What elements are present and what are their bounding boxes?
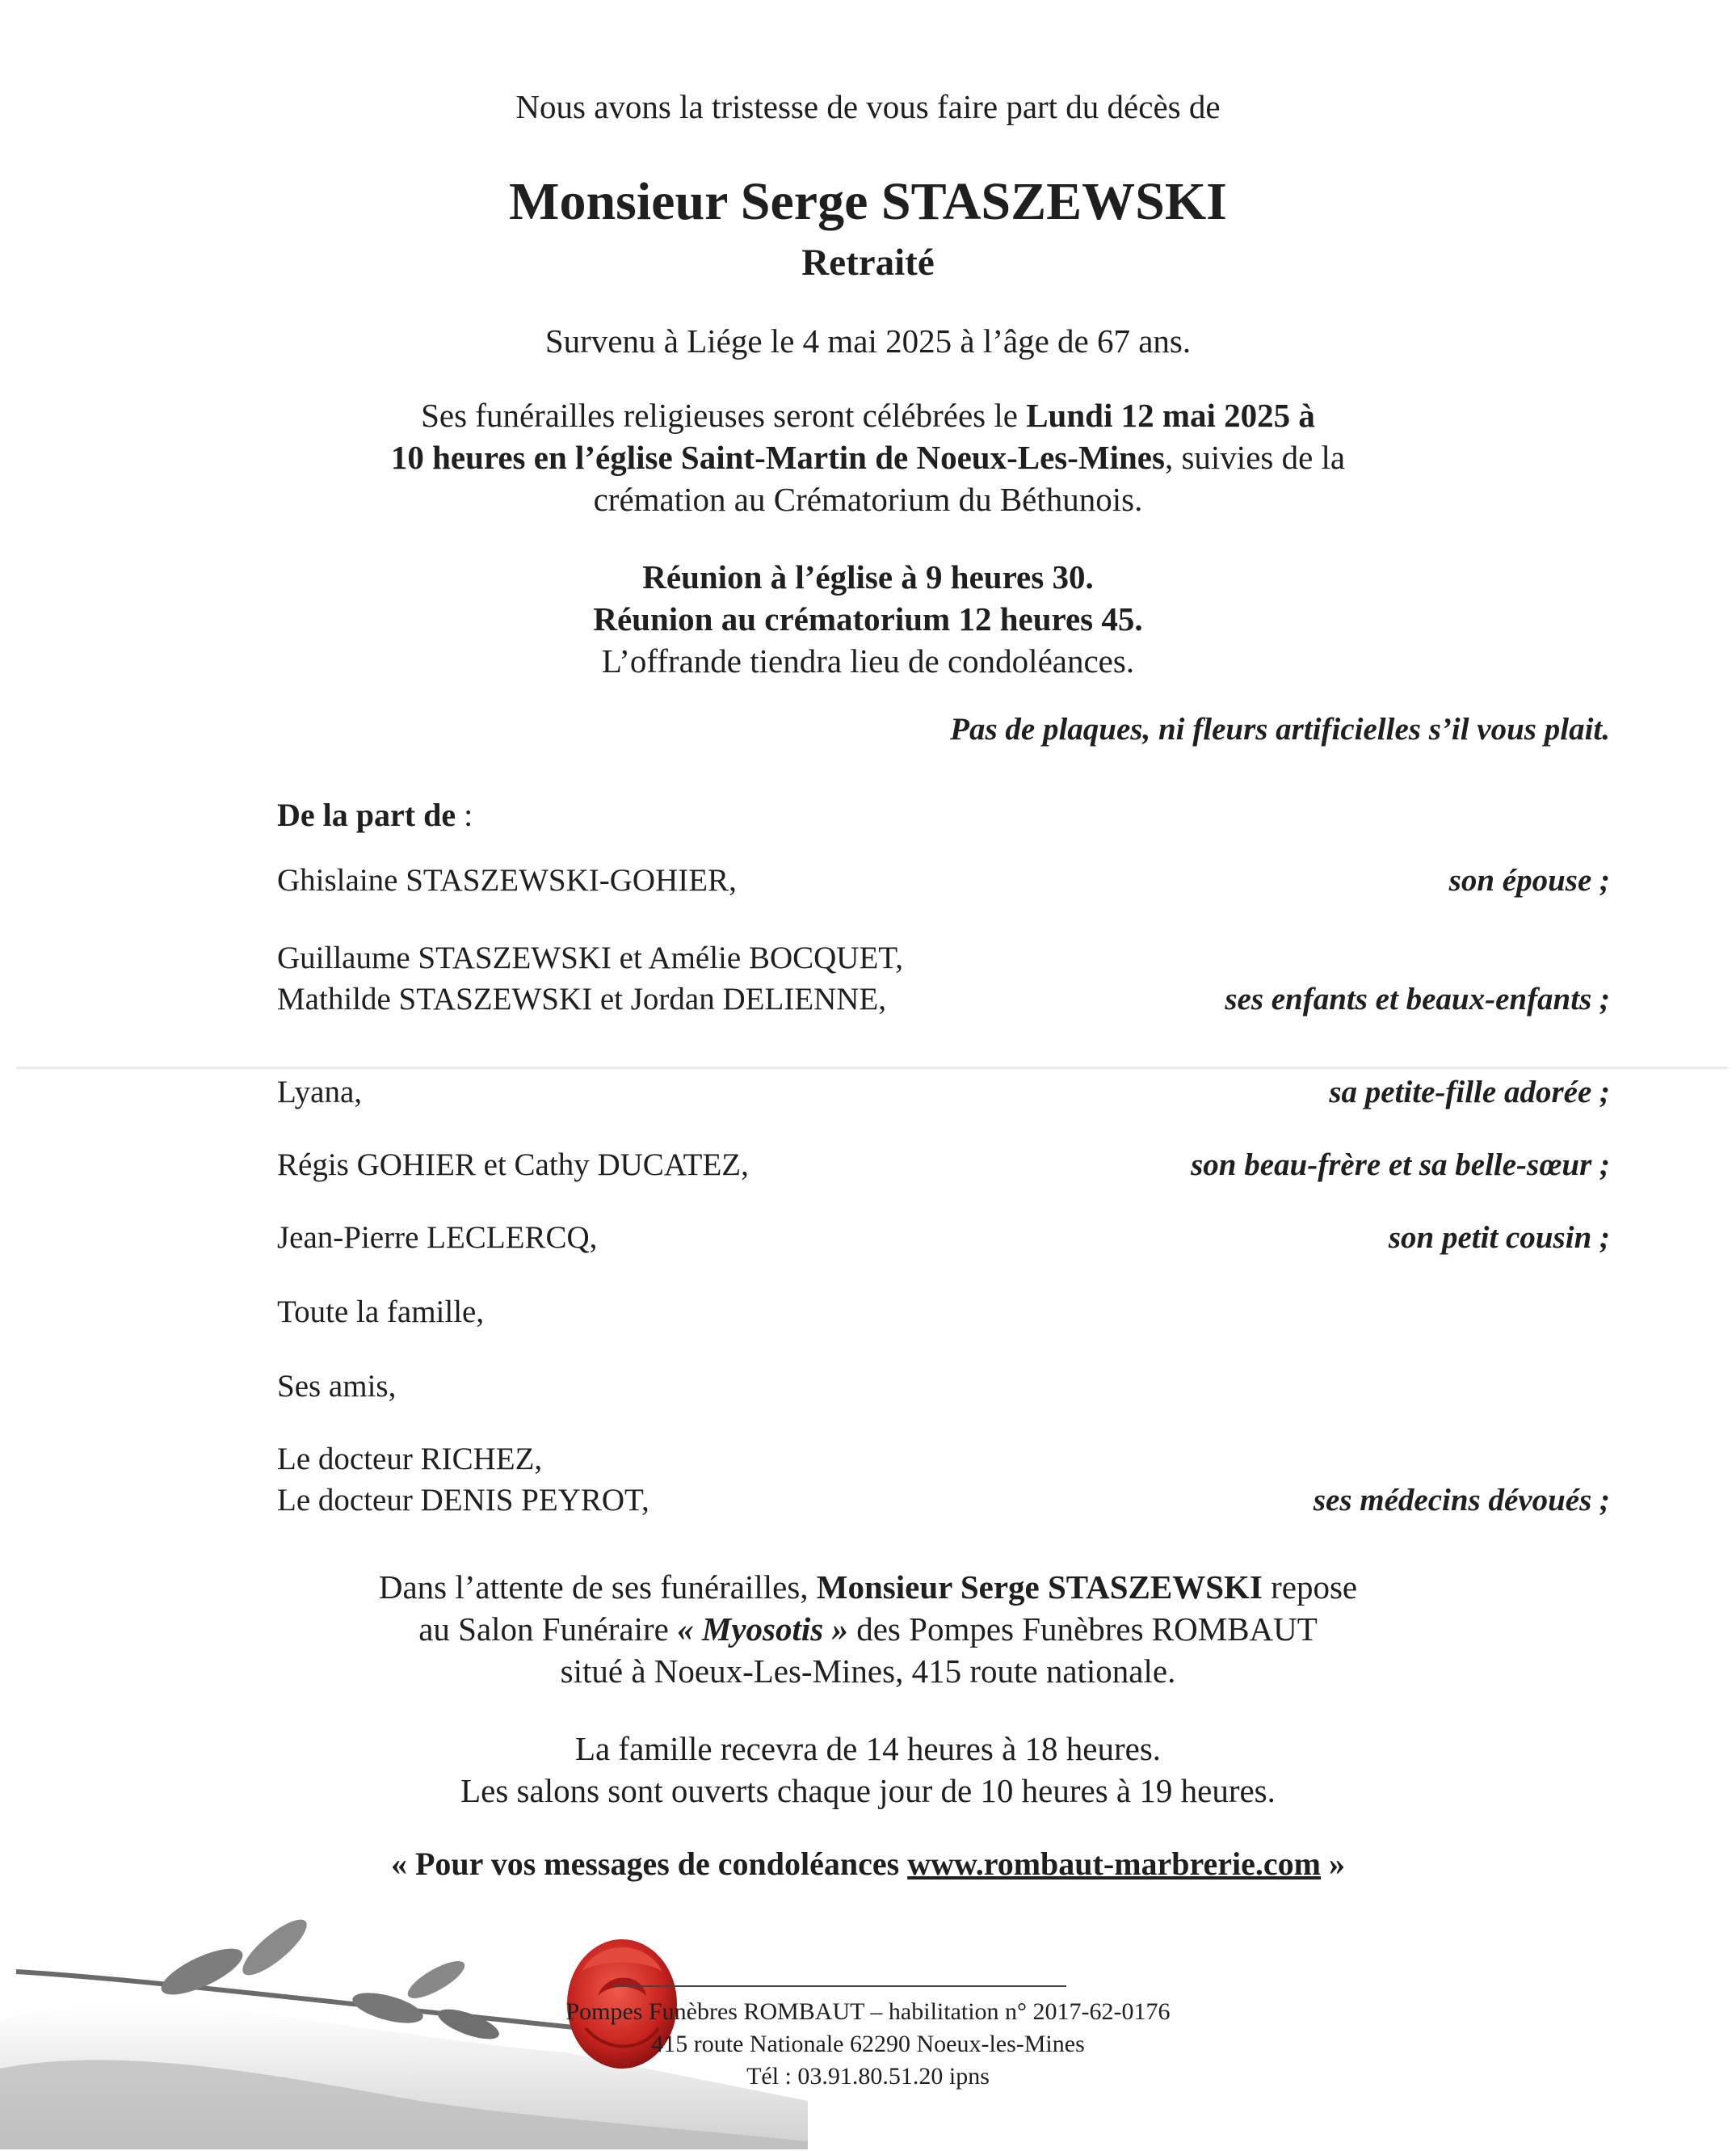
repose-paragraph <box>0 1566 1736 1692</box>
family-entry <box>277 1438 1610 1521</box>
deceased-name: Monsieur Serge STASZEWSKI <box>509 172 1227 231</box>
family-relation: son petit cousin ; <box>1388 1220 1610 1255</box>
repose-text-1: Dans l’attente de ses funérailles, <box>378 1568 817 1606</box>
deceased-title: Retraité <box>801 242 935 284</box>
from-label <box>277 796 473 834</box>
reunion-block <box>0 556 1736 682</box>
family-names <box>277 1291 484 1332</box>
footer-phone: Tél : 03.91.80.51.20 ipns <box>746 2063 990 2090</box>
repose-text-4: des Pompes Funèbres ROMBAUT <box>847 1610 1318 1648</box>
family-entry <box>277 1071 1610 1113</box>
family-name: Jean-Pierre LECLERCQ, <box>277 1220 598 1255</box>
family-names <box>277 1071 362 1113</box>
family-name: Guillaume STASZEWSKI et Amélie BOCQUET, <box>277 941 903 975</box>
family-relation: son épouse ; <box>1448 863 1610 898</box>
flowers-request: Pas de plaques, ni fleurs artificielles s’il vous plait. <box>950 712 1610 747</box>
family-names <box>277 1438 649 1521</box>
repose-address: situé à Noeux-Les-Mines, 415 route nationale. <box>560 1652 1176 1690</box>
condolences-suffix: » <box>1321 1846 1345 1882</box>
family-relation: sa petite-fille adorée ; <box>1329 1075 1610 1109</box>
footer-company: Pompes Funèbres ROMBAUT – habilitation n° 2017-62-0176 <box>565 1998 1171 2025</box>
footer-address: 415 route Nationale 62290 Noeux-les-Mines <box>651 2031 1085 2057</box>
family-relation: son beau-frère et sa belle-sœur ; <box>1191 1147 1610 1182</box>
from-label-text: De la part de <box>277 797 456 833</box>
condolences-link[interactable]: www.rombaut-marbrerie.com <box>907 1846 1321 1882</box>
from-colon: : <box>456 797 473 833</box>
repose-text-3: au Salon Funéraire <box>418 1610 678 1648</box>
family-name: Le docteur DENIS PEYROT, <box>277 1483 649 1517</box>
funeral-date: Lundi 12 mai 2025 à <box>1026 397 1315 434</box>
leaf-shape <box>235 1912 313 1984</box>
funeral-text-1: Ses funérailles religieuses seront célébrées le <box>421 397 1027 434</box>
family-names <box>277 1144 749 1185</box>
family-entry <box>277 1217 1610 1258</box>
family-name: Le docteur RICHEZ, <box>277 1442 543 1476</box>
funeral-text-3: crémation au Crématorium du Béthunois. <box>593 481 1143 518</box>
family-hours: La famille recevra de 14 heures à 18 heures. <box>574 1730 1162 1767</box>
reunion-crematorium: Réunion au crématorium 12 heures 45. <box>593 600 1143 638</box>
salon-hours: Les salons sont ouverts chaque jour de 10 heures à 19 heures. <box>460 1772 1276 1809</box>
family-entry <box>277 1144 1610 1185</box>
footer <box>0 1996 1736 2093</box>
death-line: Survenu à Liége le 4 mai 2025 à l’âge de 67 ans. <box>544 322 1192 360</box>
family-name: Régis GOHIER et Cathy DUCATEZ, <box>277 1147 749 1182</box>
family-name: Lyana, <box>277 1075 363 1109</box>
family-entry <box>277 937 1610 1020</box>
family-names <box>277 1217 597 1258</box>
reunion-church: Réunion à l’église à 9 heures 30. <box>642 558 1094 596</box>
family-entry <box>277 1366 1610 1407</box>
family-name: Ghislaine STASZEWSKI-GOHIER, <box>277 863 737 898</box>
salon-name: « Myosotis » <box>677 1610 848 1648</box>
repose-text-2: repose <box>1262 1568 1358 1606</box>
visiting-hours <box>0 1728 1736 1812</box>
intro-text: Nous avons la tristesse de vous faire part du décès de <box>515 88 1221 125</box>
funeral-place: 10 heures en l’église Saint-Martin de Noeux-Les-Mines <box>390 439 1165 476</box>
family-name: Mathilde STASZEWSKI et Jordan DELIENNE, <box>277 982 886 1017</box>
repose-name: Monsieur Serge STASZEWSKI <box>816 1568 1263 1606</box>
family-name: Ses amis, <box>277 1369 397 1404</box>
family-entry <box>277 860 1610 901</box>
footer-divider <box>614 1985 1066 1987</box>
family-names <box>277 937 903 1020</box>
offering-text: L’offrande tiendra lieu de condoléances. <box>601 642 1135 680</box>
funeral-paragraph <box>0 394 1736 520</box>
funeral-text-2: , suivies de la <box>1164 439 1346 476</box>
family-names <box>277 860 737 901</box>
leaf-shape <box>156 1939 249 2003</box>
family-entry <box>277 1291 1610 1332</box>
family-relation: ses enfants et beaux-enfants ; <box>1225 982 1610 1017</box>
family-name: Toute la famille, <box>277 1294 485 1329</box>
fold-line <box>16 1067 1728 1069</box>
family-relation: ses médecins dévoués ; <box>1313 1483 1610 1517</box>
condolences-prefix: « Pour vos messages de condoléances <box>391 1846 908 1882</box>
family-names <box>277 1366 396 1407</box>
